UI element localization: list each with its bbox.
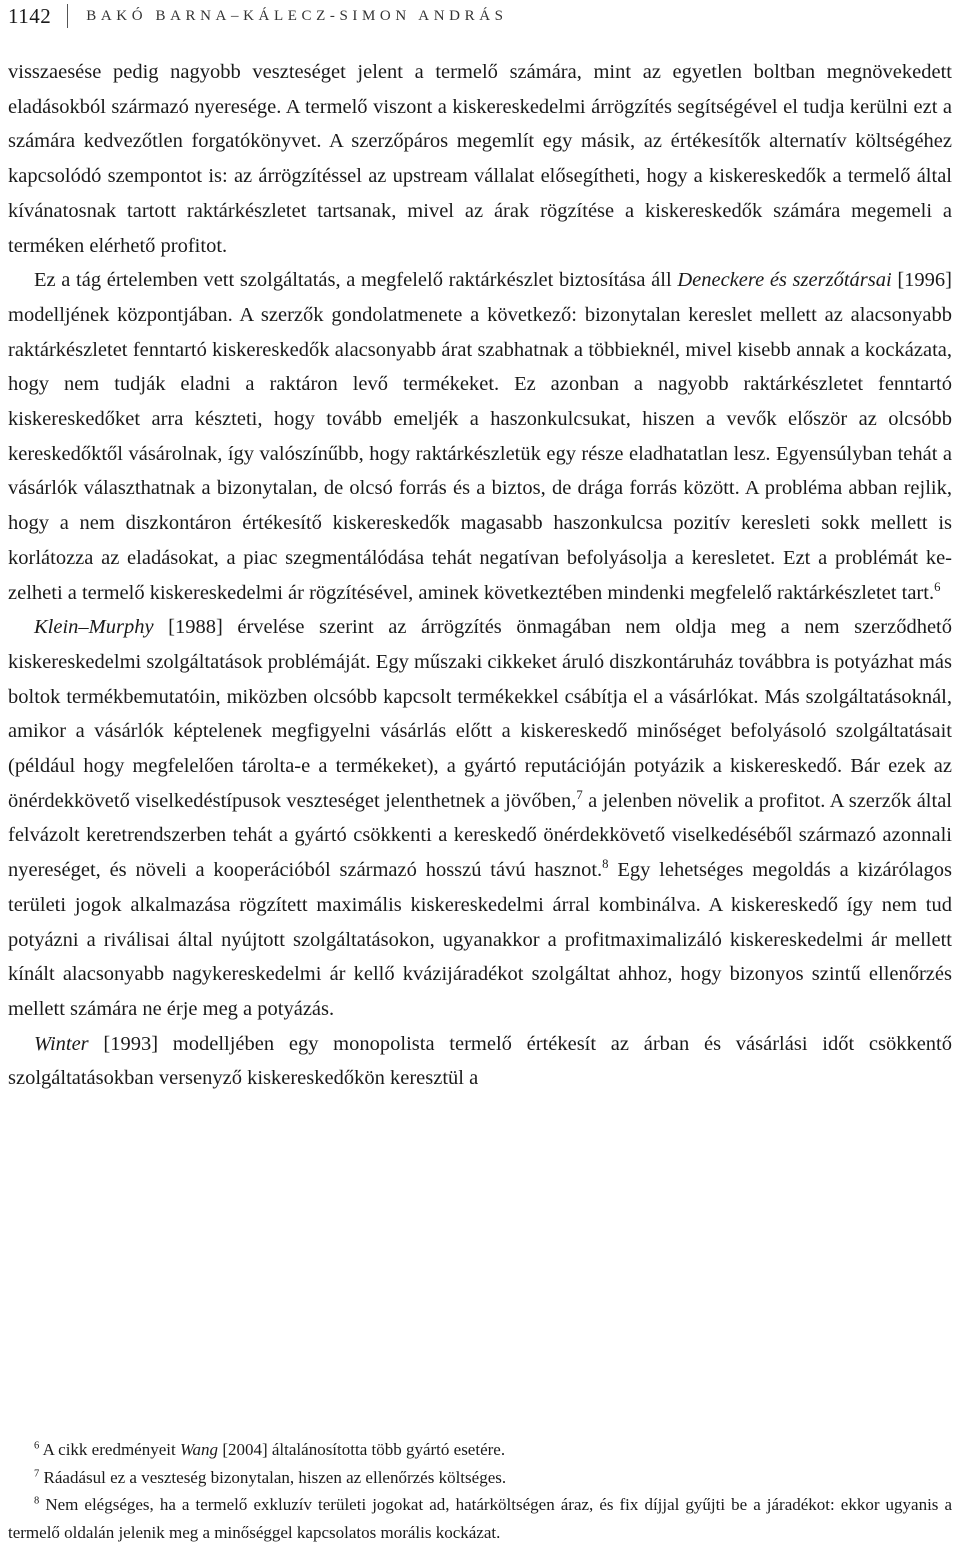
page-number: 1142	[8, 3, 52, 28]
citation-deneckere: Deneckere és szerzőtársai	[677, 269, 892, 292]
paragraph-4-text: [1993] modelljében egy monopolista termelő értékesít az árban és vásárlási időt csökkentő szolgáltatásokban versenyző kiskereskedőkön keresztül a	[8, 1032, 952, 1090]
footnote-number: 8	[34, 1495, 40, 1507]
footnote-6	[8, 1436, 952, 1464]
footnotes	[8, 1436, 952, 1546]
paragraph-3-text-a: [1988] érvelése szerint az árrögzítés önmagában nem oldja meg a nem szerződhető kiskereskedelmi szolgáltatások problémáját. Egy műszaki cikkeket áruló diszkontáruház továbbra is potyázhat más boltok termékbemutatóin, miközben olcsóbb kapcsolt termékekkel csábítja el a vásárlókat. Más szolgáltatásoknál, amikor a vásárlók képtelenek megfigyelni vásárlás előtt a kiskereskedő minőséget befolyásoló szolgáltatásait (például hogy megfelelően tárolta-e a termékeket), a gyártó reputációján potyázik a kiskereskedő. Bár ezek az önérdekkövető viselkedéstípusok veszteséget jelenthetnek a jövőben,	[8, 616, 952, 812]
footnote-text: A cikk eredményeit	[42, 1440, 180, 1459]
footnote-7	[8, 1464, 952, 1492]
footnote-8	[8, 1491, 952, 1546]
paragraph-2-text-b: [1996] modelljének központjában. A szerzők gondolatmenete a következő: bizonytalan kereslet mellett az alacsonyabb raktárkészletet fenntartó kiskereskedők alacsonyabb árat szabhatnak a többieknél, mivel kisebb annak a kockázata, hogy nem tudják eladni a raktáron levő termékeket. Ez azonban a nagyobb raktárkészletet fenntartó kiskereskedőket arra készteti, hogy tovább emeljék a haszonkulcsukat, hiszen a vevők először az olcsóbb kereskedőktől vásárolnak, így valószínűbb, hogy raktárkészletük egy része eladhatatlan lesz. Egyensúlyban tehát a vásárlók választhatnak a bizonytalan, de olcsó forrás és a biztos, de drága forrás között. A probléma abban rejlik, hogy a nem diszkontáron értékesítő kiskereskedők magasabb haszonkulcsa pozitív keresleti sokk mellett is korlátozza az eladásokat, a piac szegmentálódása tehát negatívan befolyásolja a keresletet. Ezt a problémát kezelheti a termelő kiskereskedelmi ár rögzítésével, aminek következtében mindenki megfelelő raktárkészletet tart.	[8, 269, 952, 604]
journal-page	[8, 0, 952, 1558]
header-divider	[67, 4, 68, 28]
paragraph-2-text-a: Ez a tág értelemben vett szolgáltatás, a megfelelő raktárkészlet biztosítása áll	[34, 269, 678, 292]
paragraph-2	[8, 263, 952, 610]
footnote-ref-7[interactable]: 7	[576, 787, 583, 802]
footnote-text: [2004] általánosította több gyártó esetére.	[218, 1440, 506, 1459]
paragraph-3-text-b: a jelenben növelik a profitot. A szerzők által felvázolt keretrendszerben tehát a gyártó csökkenti a kereskedő önérdekkövető viselkedéséből származó azonnali nyereséget, és növeli a kooperációból származó hosszú távú hasznot.	[8, 789, 952, 882]
article-body	[8, 55, 952, 1096]
footnote-number: 7	[34, 1467, 40, 1479]
footnote-text: Nem elégséges, ha a termelő exkluzív területi jogokat ad, határköltségen áraz, és fix díjjal gyűjti be a járadékot: ekkor ugyanis a termelő oldalán jelenik meg a minőséggel kapcsolatos morális kockázat.	[8, 1495, 953, 1542]
footnote-text: Ráadásul ez a veszteség bizonytalan, hiszen az ellenőrzés költséges.	[43, 1467, 507, 1487]
running-head-authors: BAKÓ BARNA–KÁLECZ-SIMON ANDRÁS	[86, 7, 508, 24]
citation-winter: Winter	[34, 1032, 89, 1055]
citation-klein-murphy: Klein–Murphy	[34, 616, 154, 639]
citation-wang: Wang	[179, 1440, 219, 1459]
page-header	[8, 3, 952, 29]
footnote-number: 6	[34, 1440, 40, 1452]
footnote-ref-6[interactable]: 6	[934, 579, 941, 594]
paragraph-3	[8, 610, 952, 1026]
footnote-ref-8[interactable]: 8	[602, 857, 609, 872]
paragraph-1-text: visszaesése pedig nagyobb veszteséget jelent a termelő számára, mint az egyetlen boltban megnövekedett eladásokból származó nyeresége. A termelő viszont a kiskereskedelmi árrögzítés segítségével el tudja kerülni ezt a számára kedvezőtlen forgatókönyvet. A szerzőpáros megemlít egy másik, az értékesítők alternatív költségéhez kapcsolódó szempontot is: az árrögzítéssel az upstream vállalat elősegítheti, hogy a kiskereskedők a termelő által kívánatosnak tartott raktárkészletet tartsanak, mivel az árak rögzítése a kiskereskedők számára megemeli a terméken elérhető profitot.	[8, 61, 952, 257]
paragraph-4	[8, 1027, 952, 1096]
paragraph-1	[8, 55, 952, 263]
paragraph-3-text-c: Egy lehetséges megoldás a kizárólagos területi jogok alkalmazása rögzített maximális kiskereskedelmi árral kombinálva. A kiskereskedő így nem tud potyázni a riválisai által nyújtott szolgáltatásokon, ugyanakkor a profitmaximalizáló kiskereskedelmi ár mellett kínált alacsonyabb nagykereskedelmi ár kellő kvázijáradékot szolgáltat ahhoz, hogy bizonyos szintű ellenőrzés mellett számára ne érje meg a potyázás.	[8, 859, 952, 1020]
